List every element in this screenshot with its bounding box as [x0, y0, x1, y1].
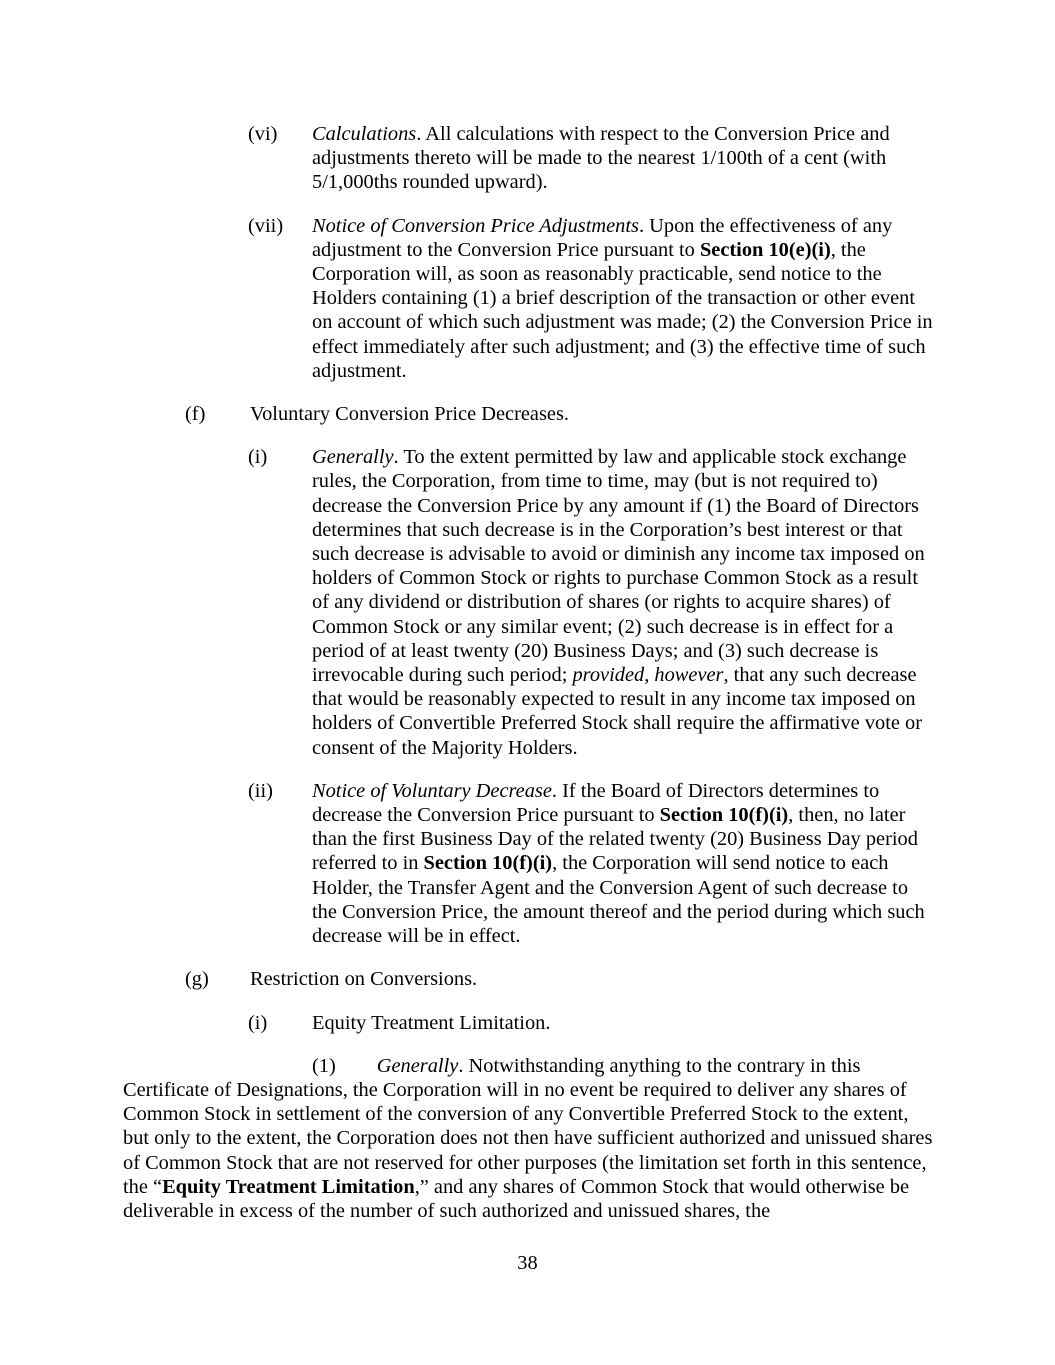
text-run: Notice of Voluntary Decrease — [312, 779, 552, 802]
text-run: provided — [572, 664, 645, 687]
text-run: . To the extent permitted by law and applicable stock exchange rules, the Corporation, from time to time, may (but is not required to) decrease the Conversion Price by any amount if (1) the Board of Directors determines that such decrease is in the Corporation’s best interest or that such decrease is advisable to avoid or diminish any income tax imposed on holders of Common Stock or rights to purchase Common Stock as a result of any dividend or distribution of shares (or rights to acquire shares) of Common Stock or any similar event; (2) such decrease is in effect for a period of at least twenty (20) Business Days; and (3) such decrease is irrevocable during such period; — [312, 446, 925, 687]
paragraph-item-vii — [248, 214, 935, 383]
text-run: , — [644, 664, 655, 687]
paragraph-text — [312, 1012, 550, 1034]
list-label: (ii) — [248, 779, 273, 802]
paragraph-text — [312, 446, 925, 758]
list-label: (f) — [185, 403, 206, 426]
text-run: , the Corporation will, as soon as reasonably practicable, send notice to the Holders containing (1) a brief description of the transaction or other event on account of which such adjustment was made; (2) the Conversion Price in effect immediately after such adjustment; and (3) the effective time of such adjustment. — [312, 238, 933, 382]
paragraph-text — [312, 123, 890, 193]
page-number: 38 — [517, 1252, 538, 1274]
text-run: Section 10(e)(i) — [699, 238, 831, 261]
paragraph-text — [123, 1055, 932, 1222]
text-run: . If the Board of Directors determines to decrease the Conversion Price pursuant to — [312, 779, 880, 827]
paragraph-item-f-ii — [248, 779, 935, 948]
list-label: (i) — [248, 1011, 268, 1034]
paragraph-item-g-i — [248, 1011, 935, 1035]
text-run: , the Corporation will send notice to each Holder, the Transfer Agent and the Conversion Agent of such decrease to the Conversion Price, the amount thereof and the period during which such decrease will be in effect. — [312, 852, 925, 948]
text-run: Voluntary Conversion Price Decreases. — [250, 403, 569, 426]
paragraph-item-g-i-1 — [123, 1054, 935, 1223]
paragraph-text — [312, 215, 933, 382]
text-run: Generally — [376, 1054, 459, 1077]
paragraph-item-f-i — [248, 445, 935, 760]
text-run: Equity Treatment Limitation — [162, 1175, 415, 1198]
text-run: Notice of Conversion Price Adjustments — [312, 214, 639, 237]
text-run: however — [654, 664, 724, 687]
text-run: Equity Treatment Limitation. — [312, 1011, 551, 1034]
text-run: . All calculations with respect to the Conversion Price and adjustments thereto will be made to the nearest 1/100th of a cent (with 5/1,000ths rounded upward). — [312, 123, 890, 194]
list-label: (i) — [248, 446, 268, 469]
paragraph-text — [312, 780, 925, 947]
paragraph-text — [250, 968, 477, 990]
paragraph-item-f — [185, 402, 935, 426]
paragraph-text — [250, 403, 569, 425]
list-label: (1) — [312, 1054, 336, 1077]
text-run: Restriction on Conversions. — [250, 968, 478, 991]
paragraph-item-g — [185, 967, 935, 991]
document-body — [123, 122, 935, 1242]
text-run: , then, no later than the first Business Day of the related twenty (20) Business Day period referred to in — [312, 804, 918, 875]
text-run: Calculations — [312, 123, 417, 145]
text-run: Section 10(f)(i) — [659, 804, 789, 827]
text-run: Section 10(f)(i) — [423, 852, 553, 875]
text-run: ,” and any shares of Common Stock that would otherwise be deliverable in excess of the number of such authorized and unissued shares, the — [123, 1175, 910, 1222]
text-run: , that any such decrease that would be reasonably expected to result in any income tax imposed on holders of Convertible Preferred Stock shall require the affirmative vote or consent of the Majority Holders. — [312, 664, 923, 759]
text-run: . Notwithstanding anything to the contrary in this Certificate of Designations, the Corporation will in no event be required to deliver any shares of Common Stock in settlement of the conversion of any Convertible Preferred Stock to the extent, but only to the extent, the Corporation does not then have sufficient authorized and unissued shares of Common Stock that are not reserved for other purposes (the limitation set forth in this sentence, the “ — [123, 1054, 933, 1198]
list-label: (g) — [185, 968, 209, 991]
text-run: . Upon the effectiveness of any adjustment to the Conversion Price pursuant to — [312, 214, 893, 261]
list-label: (vi) — [248, 123, 278, 145]
list-label: (vii) — [248, 214, 284, 237]
text-run: Generally — [312, 446, 394, 469]
paragraph-item-vi — [248, 122, 935, 195]
